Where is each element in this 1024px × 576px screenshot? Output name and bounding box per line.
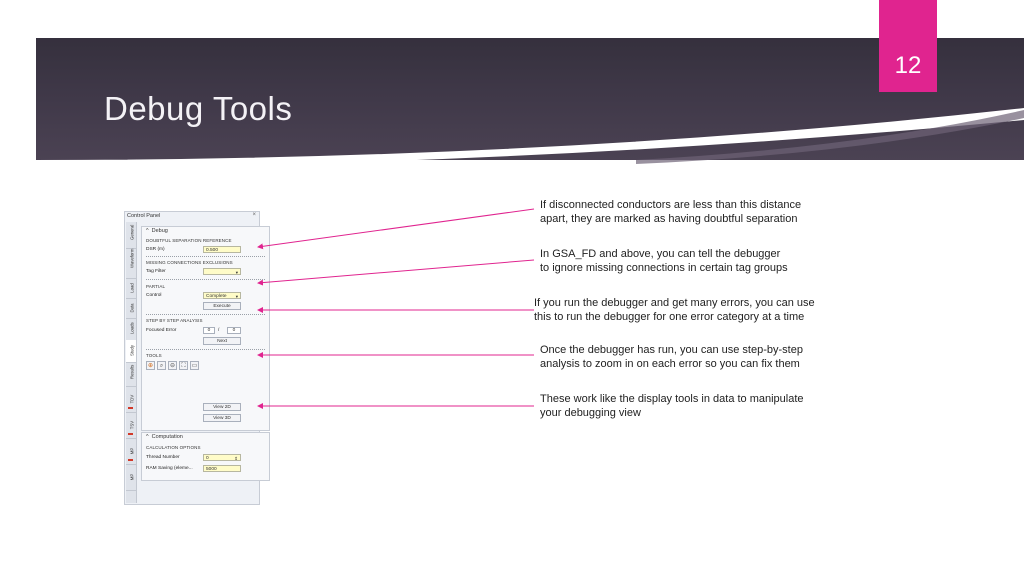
note-doubtful: If disconnected conductors are less than this distance apart, they are marked as having doubtful separation bbox=[540, 199, 802, 225]
control-label: Control bbox=[146, 293, 162, 298]
fit-view-icon[interactable]: ▭ bbox=[191, 363, 198, 369]
step-by-step-title: STEP BY STEP ANALYSIS bbox=[146, 318, 203, 323]
note-step: Once the debugger has run, you can use step-by-step analysis to zoom in on each error so you can fix them bbox=[540, 344, 803, 370]
view-3d-button[interactable]: View 3D bbox=[203, 414, 241, 422]
focused-error-total: 0 bbox=[227, 327, 241, 334]
stepper-icon: ⇕ bbox=[234, 456, 238, 461]
control-value: Complete bbox=[206, 294, 227, 299]
control-panel bbox=[124, 211, 260, 505]
tab-mp-2[interactable]: MP bbox=[126, 464, 136, 491]
next-button[interactable]: Next bbox=[203, 337, 241, 345]
execute-button[interactable]: Execute bbox=[203, 302, 241, 310]
tab-data[interactable]: Data bbox=[126, 298, 136, 319]
computation-header[interactable]: ^ Computation bbox=[146, 434, 183, 440]
debug-header[interactable]: ^ Debug bbox=[146, 228, 168, 234]
missing-connections-title: MISSING CONNECTIONS EXCLUSIONS bbox=[146, 260, 233, 265]
computation-section bbox=[141, 432, 270, 481]
note-missing: In GSA_FD and above, you can tell the debugger to ignore missing connections in certain tag groups bbox=[540, 248, 788, 274]
tab-loads[interactable]: Loads bbox=[126, 318, 136, 341]
tab-mp-1[interactable]: MP bbox=[126, 438, 136, 465]
thread-number-value: 0 bbox=[206, 456, 209, 461]
arrow-missing bbox=[258, 260, 534, 283]
control-dropdown[interactable] bbox=[203, 292, 241, 299]
divider bbox=[146, 314, 265, 315]
tab-results[interactable]: Results bbox=[126, 362, 136, 387]
focused-error-current[interactable]: 0 bbox=[203, 327, 215, 334]
ram-saving-field[interactable]: 5000 bbox=[203, 465, 241, 472]
tab-waveform[interactable]: Waveform bbox=[126, 248, 136, 279]
chevron-down-icon: ▾ bbox=[235, 270, 238, 275]
tab-marker-icon bbox=[128, 407, 133, 409]
chevron-down-icon: ▾ bbox=[235, 294, 238, 299]
partial-title: PARTIAL bbox=[146, 284, 166, 289]
page-number: 12 bbox=[894, 52, 922, 79]
debug-section bbox=[141, 226, 270, 431]
doubtful-separation-title: DOUBTFUL SEPARATION REFERENCE bbox=[146, 238, 232, 243]
vertical-tab-strip bbox=[126, 222, 137, 503]
view-2d-button[interactable]: View 2D bbox=[203, 403, 241, 411]
zoom-icon[interactable]: ⊕ bbox=[147, 363, 154, 369]
tab-study[interactable]: Study bbox=[126, 340, 136, 363]
zoom-out-icon[interactable]: ⊖ bbox=[169, 363, 176, 369]
thread-number-label: Thread Number bbox=[146, 455, 180, 460]
slide-title: Debug Tools bbox=[104, 90, 293, 127]
divider bbox=[146, 256, 265, 257]
control-panel-title: Control Panel bbox=[127, 213, 161, 219]
arrow-doubtful bbox=[258, 209, 534, 247]
zoom-window-icon[interactable]: ⌕ bbox=[157, 361, 166, 370]
tab-marker-icon bbox=[128, 459, 133, 461]
tag-filter-label: Tag Filter bbox=[146, 269, 166, 274]
divider bbox=[146, 279, 265, 280]
thread-number-stepper[interactable] bbox=[203, 454, 241, 461]
focused-error-separator: / bbox=[218, 328, 220, 333]
dsr-label: DSR (m) bbox=[146, 247, 165, 252]
calculation-options-title: CALCULATION OPTIONS bbox=[146, 445, 201, 450]
note-tools: These work like the display tools in data to manipulate your debugging view bbox=[540, 393, 804, 419]
tab-load[interactable]: Load bbox=[126, 278, 136, 299]
zoom-extents-icon[interactable]: ⛶ bbox=[179, 361, 188, 370]
dsr-field[interactable]: 0.500 bbox=[203, 246, 241, 253]
tab-tdv[interactable]: TDV bbox=[126, 386, 136, 413]
tab-marker-icon bbox=[128, 433, 133, 435]
close-icon[interactable]: × bbox=[252, 212, 256, 218]
tag-filter-dropdown[interactable] bbox=[203, 268, 241, 275]
divider bbox=[146, 349, 265, 350]
focused-error-label: Focused Error bbox=[146, 328, 177, 333]
tab-tsv[interactable]: TSV bbox=[126, 412, 136, 439]
tab-general[interactable]: General bbox=[126, 222, 136, 249]
ram-saving-label: RAM Saving (eleme... bbox=[146, 466, 193, 471]
tools-title: TOOLS bbox=[146, 353, 162, 358]
note-partial: If you run the debugger and get many errors, you can use this to run the debugger for one error category at a time bbox=[534, 297, 815, 323]
